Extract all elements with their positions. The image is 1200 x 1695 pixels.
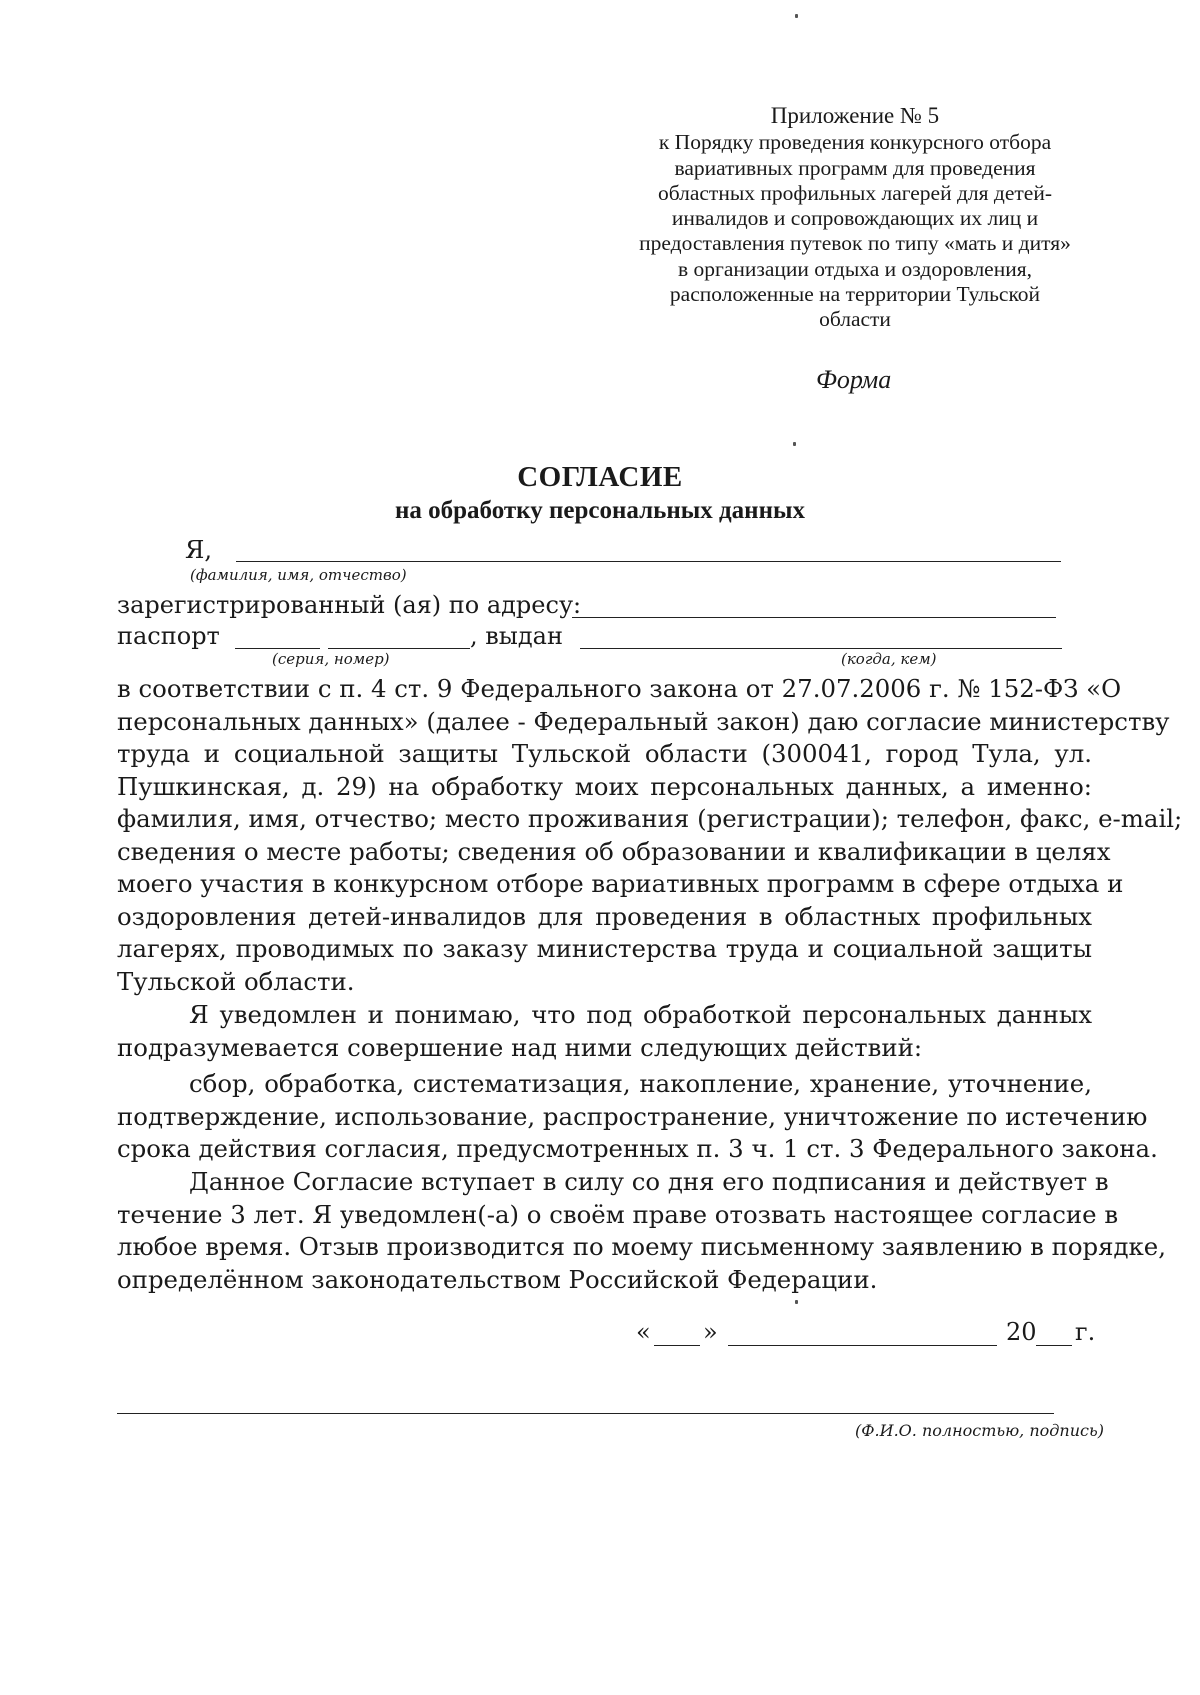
text-line: оздоровления детей-инвалидов для проведения в областных профильных (117, 901, 1092, 931)
passport-series-line[interactable] (235, 648, 320, 649)
text-line: Я уведомлен и понимаю, что под обработкой персональных данных (189, 1000, 1092, 1029)
text-line: подразумевается совершение над ними следующих действий: (117, 1032, 923, 1062)
date-open-quote: « (636, 1318, 651, 1346)
date-year-suffix: г. (1075, 1318, 1096, 1346)
fio-caption: (фамилия, имя, отчество) (190, 566, 407, 584)
paragraph-notice (117, 999, 1092, 1064)
text-line: подтверждение, использование, распространение, уничтожение по истечению (117, 1101, 1148, 1131)
appendix-line: инвалидов и сопровождающих их лиц и (671, 206, 1039, 231)
appendix-line: к Порядку проведения конкурсного отбора (658, 130, 1052, 155)
appendix-line: Приложение № 5 (770, 103, 940, 128)
document-subtitle: на обработку персональных данных (395, 497, 805, 524)
date-day-line[interactable] (654, 1345, 700, 1346)
fio-input-line[interactable] (236, 561, 1061, 562)
document-title: СОГЛАСИЕ (517, 461, 683, 493)
scan-speck (795, 1300, 798, 1304)
appendix-line: расположенные на территории Тульской (669, 282, 1041, 307)
text-line: в соответствии с п. 4 ст. 9 Федерального закона от 27.07.2006 г. № 152-ФЗ «О (117, 674, 1122, 703)
series-caption: (серия, номер) (272, 650, 390, 668)
signature-line[interactable] (117, 1413, 1054, 1414)
paragraph-actions (117, 1068, 1158, 1166)
text-line: Тульской области. (117, 966, 355, 996)
appendix-line: предоставления путевок по типу «мать и дитя» (639, 231, 1071, 256)
text-line: лагерях, проводимых по заказу министерства труда и социальной защиты (117, 934, 1092, 963)
appendix-line: вариативных программ для проведения (674, 155, 1036, 180)
paragraph-consent (117, 673, 1183, 998)
date-close-quote: » (703, 1318, 718, 1346)
date-month-line[interactable] (728, 1345, 997, 1346)
text-line: любое время. Отзыв производится по моему письменному заявлению в порядке, (117, 1232, 1166, 1261)
text-line: Данное Согласие вступает в силу со дня его подписания и действует в (189, 1167, 1109, 1196)
text-line: сбор, обработка, систематизация, накопление, хранение, уточнение, (189, 1069, 1092, 1098)
when-caption: (когда, кем) (841, 650, 937, 668)
text-line: Пушкинская, д. 29) на обработку моих персональных данных, а именно: (117, 771, 1092, 801)
signature-caption: (Ф.И.О. полностью, подпись) (855, 1421, 1104, 1440)
text-line: моего участия в конкурсном отборе вариативных программ в сфере отдыха и (117, 869, 1124, 898)
address-label: зарегистрированный (ая) по адресу: (117, 591, 582, 619)
address-input-line[interactable] (572, 617, 1056, 618)
date-year-prefix: 20 (1006, 1318, 1037, 1346)
appendix-line: области (819, 307, 891, 332)
issued-input-line[interactable] (580, 648, 1062, 649)
issued-label: , выдан (470, 622, 563, 650)
paragraph-validity (117, 1166, 1166, 1296)
form-label: Форма (816, 365, 892, 394)
appendix-line: в организации отдыха и оздоровления, (677, 256, 1032, 281)
text-line: течение 3 лет. Я уведомлен(-а) о своём праве отозвать настоящее согласие в (117, 1199, 1119, 1229)
text-line: персональных данных» (далее - Федеральный закон) даю согласие министерству (117, 706, 1170, 736)
date-year-line[interactable] (1036, 1345, 1072, 1346)
passport-number-line[interactable] (328, 648, 470, 649)
scan-speck (795, 14, 798, 18)
appendix-line: областных профильных лагерей для детей- (657, 180, 1053, 205)
passport-label: паспорт (117, 622, 220, 650)
text-line: определённом законодательством Российской Федерации. (117, 1264, 878, 1294)
text-line: срока действия согласия, предусмотренных п. 3 ч. 1 ст. 3 Федерального закона. (117, 1134, 1158, 1163)
appendix-header (620, 103, 1090, 333)
i-label: Я, (185, 536, 213, 564)
scan-speck (793, 442, 796, 446)
text-line: сведения о месте работы; сведения об образовании и квалификации в целях (117, 836, 1111, 866)
text-line: фамилия, имя, отчество; место проживания (регистрации); телефон, факс, e-mail; (117, 804, 1183, 833)
text-line: труда и социальной защиты Тульской области (300041, город Тула, ул. (117, 739, 1092, 768)
